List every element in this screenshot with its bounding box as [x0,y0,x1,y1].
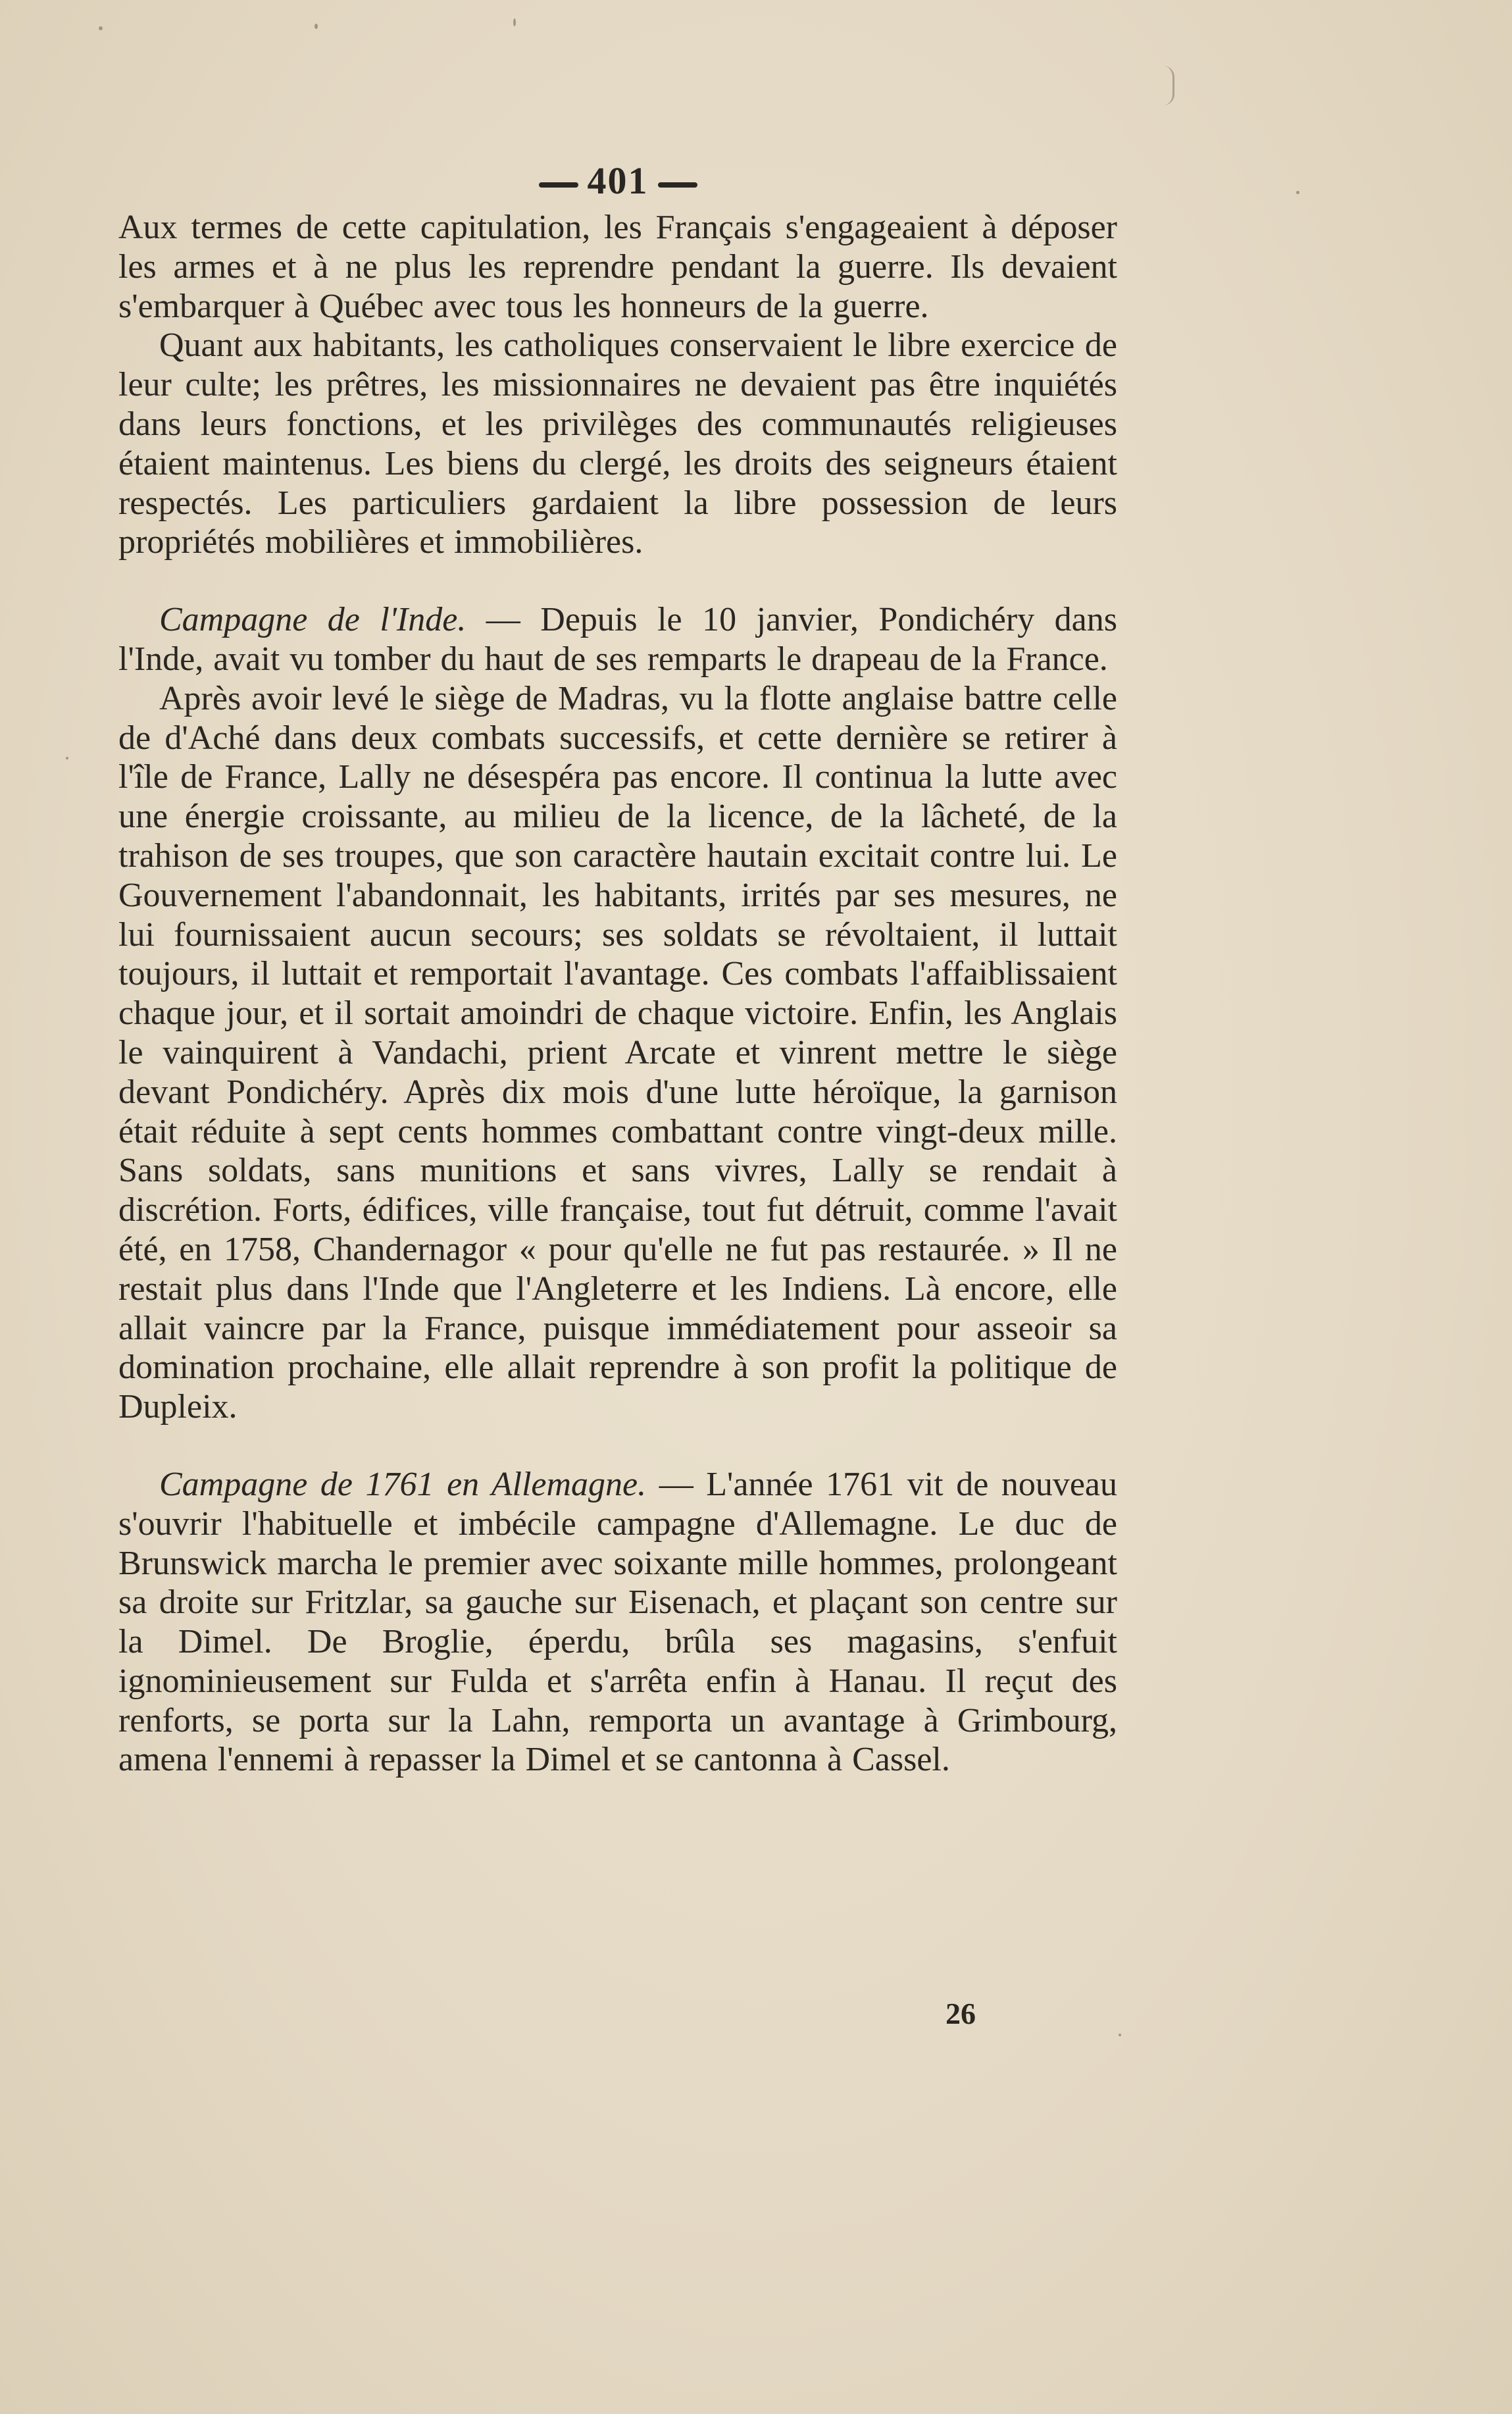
paragraph-lally [118,679,1117,1427]
page-number: 401 [587,159,649,202]
paper-speck [99,26,103,30]
section-title-allemagne: Campagne de 1761 en Allemagne. [159,1465,647,1503]
paper-speck [513,18,516,26]
paragraph-text: — L'année 1761 vit de nouveau s'ouvrir l'habituelle et imbécile campagne d'Allemagne. Le duc de Brunswick marcha le premier avec soixante mille hommes, prolongeant sa droite sur Fritzlar, sa gauche sur Eisenach, et plaçant son centre sur la Dimel. De Broglie, éperdu, brûla ses magasins, s'enfuit ignominieusement sur Fulda et s'arrêta enfin à Hanau. Il reçut des renforts, se porta sur la Lahn, remporta un avantage à Grimbourg, amena l'ennemi à repasser la Dimel et se cantonna à Cassel. [118,1465,1117,1779]
paper-speck [66,757,68,759]
paragraph-campagne-allemagne [118,1465,1117,1780]
paragraph-capitulation [118,208,1117,326]
paragraph-text: — Depuis le 10 janvier, Pondichéry dans l'Inde, avait vu tomber du haut de ses remparts le drapeau de la France. [118,601,1117,678]
paragraph-text: Après avoir levé le siège de Madras, vu la flotte anglaise battre celle de d'Aché dans deux combats successifs, et cette dernière se retirer à l'île de France, Lally ne désespéra pas encore. Il continua la lutte avec une énergie croissante, au milieu de la licence, de la lâcheté, de la trahison de ses troupes, que son caractère hautain excitait contre lui. Le Gouvernement l'abandonnait, les habitants, irrités par ses mesures, ne lui fournissaient aucun secours; ses soldats se révoltaient, il luttait toujours, il luttait et remportait l'avantage. Ces combats l'affaiblissaient chaque jour, et il sortait amoindri de chaque victoire. Enfin, les Anglais le vainquirent à Vandachi, prient Arcate et vinrent mettre le siège devant Pondichéry. Après dix mois d'une lutte héroïque, la garnison était réduite à sept cents hommes combattant contre vingt-deux mille. Sans soldats, sans munitions et sans vivres, Lally se rendait à discrétion. Forts, édifices, ville française, tout fut détruit, comme l'avait été, en 1758, Chandernagor « pour qu'elle ne fut pas restaurée. » Il ne restait plus dans l'Inde que l'Angleterre et les Indiens. Là encore, elle allait vaincre par la France, puisque immédiatement pour asseoir sa domination prochaine, elle allait reprendre à son profit la politique de Dupleix. [118,679,1117,1426]
paragraph-campagne-inde [118,600,1117,679]
section-title-inde: Campagne de l'Inde. [159,601,466,639]
paper-speck [1296,191,1299,194]
paragraph-habitants [118,326,1117,562]
paragraph-text: Quant aux habitants, les catholiques conservaient le libre exercice de leur culte; les prêtres, les missionnaires ne devaient pas être inquiétés dans leurs fonctions, et les privilèges des communautés religieuses étaient maintenus. Les biens du clergé, les droits des seigneurs étaient respectés. Les particuliers gardaient la libre possession de leurs propriétés mobilières et immobilières. [118,326,1117,561]
book-page [118,145,1117,1780]
signature-mark: 26 [945,1997,976,2030]
paper-speck [315,24,318,29]
right-dash [658,182,697,188]
page-edge-mark [1163,66,1174,105]
left-dash [539,182,578,188]
paragraph-text: Aux termes de cette capitulation, les Français s'engageaient à déposer les armes et à ne plus les reprendre pendant la guerre. Ils devaient s'embarquer à Québec avec tous les honneurs de la guerre. [118,209,1117,325]
paper-speck [1119,2034,1121,2036]
page-number-header [118,158,1117,204]
